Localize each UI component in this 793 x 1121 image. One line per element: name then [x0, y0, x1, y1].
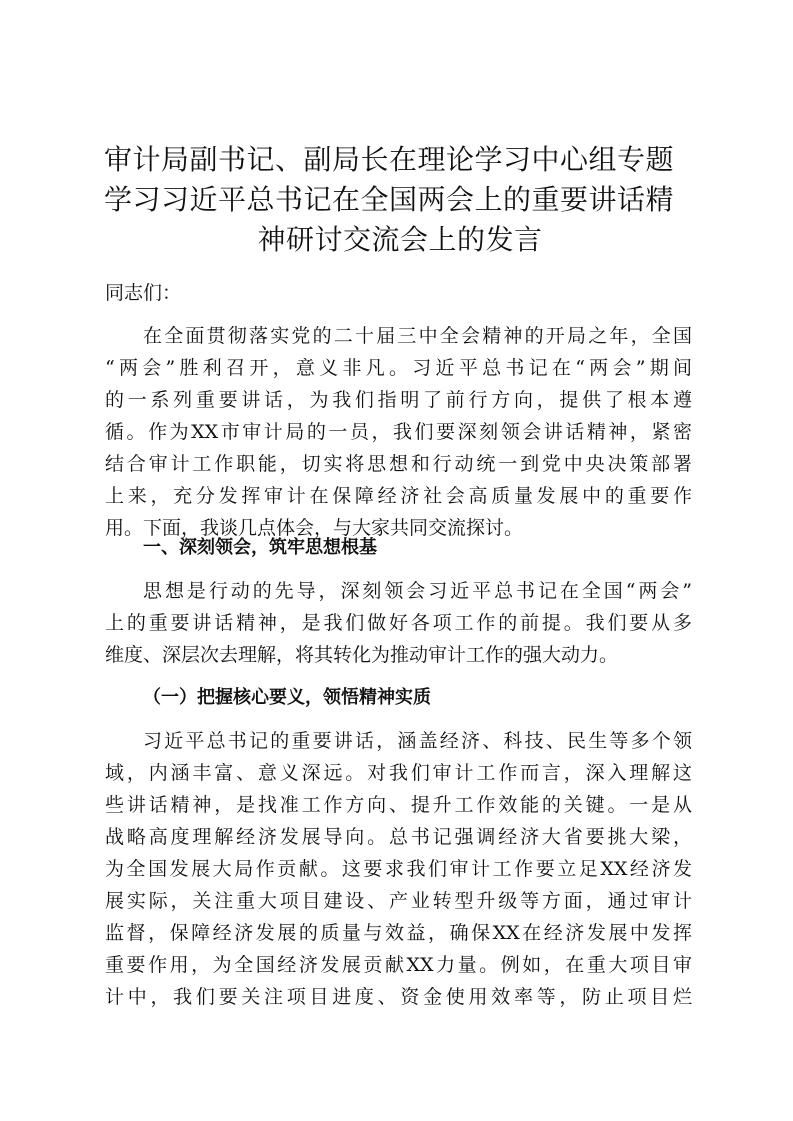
intro-line-1: 在全面贯彻落实党的二十届三中全会精神的开局之年，全国	[143, 325, 692, 347]
subsection-1-line-6: 展实际，关注重大项目建设、产业转型升级等方面，通过审计	[105, 890, 692, 912]
salutation: 同志们：	[105, 282, 182, 304]
title-line-2: 学习习近平总书记在全国两会上的重要讲话精	[104, 183, 675, 216]
section-1-line-1: 思想是行动的先导，深刻领会习近平总书记在全国“两会”	[143, 580, 692, 602]
subsection-1-line-8: 重要作用，为全国经济发展贡献XX力量。例如，在重大项目审	[105, 954, 692, 976]
intro-line-4: 循。作为XX市审计局的一员，我们要深刻领会讲话精神，紧密	[105, 421, 692, 443]
intro-line-2: “两会”胜利召开，意义非凡。习近平总书记在“两会”期间	[105, 357, 692, 379]
intro-line-3: 的一系列重要讲话，为我们指明了前行方向，提供了根本遵	[105, 389, 692, 411]
title-line-3: 神研讨交流会上的发言	[257, 223, 543, 256]
intro-line-5: 结合审计工作职能，切实将思想和行动统一到党中央决策部署	[105, 453, 692, 475]
subsection-1-line-7: 监督，保障经济发展的质量与效益，确保XX在经济发展中发挥	[105, 922, 692, 944]
document-title	[100, 140, 700, 260]
intro-line-6: 上来，充分发挥审计在保障经济社会高质量发展中的重要作	[105, 485, 692, 507]
subsection-1-line-2: 域，内涵丰富、意义深远。对我们审计工作而言，深入理解这	[105, 762, 692, 784]
intro-line-7: 用。下面，我谈几点体会，与大家共同交流探讨。	[105, 517, 524, 539]
subsection-1-line-4: 战略高度理解经济发展导向。总书记强调经济大省要挑大梁，	[105, 826, 692, 848]
section-1-heading: 一、深刻领会，筑牢思想根基	[143, 537, 377, 558]
section-1-line-3: 维度、深层次去理解，将其转化为推动审计工作的强大动力。	[105, 644, 619, 666]
subsection-1-line-3: 些讲话精神，是找准工作方向、提升工作效能的关键。一是从	[105, 794, 692, 816]
title-line-1: 审计局副书记、副局长在理论学习中心组专题	[104, 143, 675, 176]
subsection-1-line-9: 计中，我们要关注项目进度、资金使用效率等，防止项目烂	[105, 986, 692, 1008]
section-1-line-2: 上的重要讲话精神，是我们做好各项工作的前提。我们要从多	[105, 612, 692, 634]
subsection-1-heading: （一）把握核心要义，领悟精神实质	[143, 687, 431, 708]
subsection-1-line-1: 习近平总书记的重要讲话，涵盖经济、科技、民生等多个领	[143, 730, 692, 752]
subsection-1-line-5: 为全国发展大局作贡献。这要求我们审计工作要立足XX经济发	[105, 858, 692, 880]
